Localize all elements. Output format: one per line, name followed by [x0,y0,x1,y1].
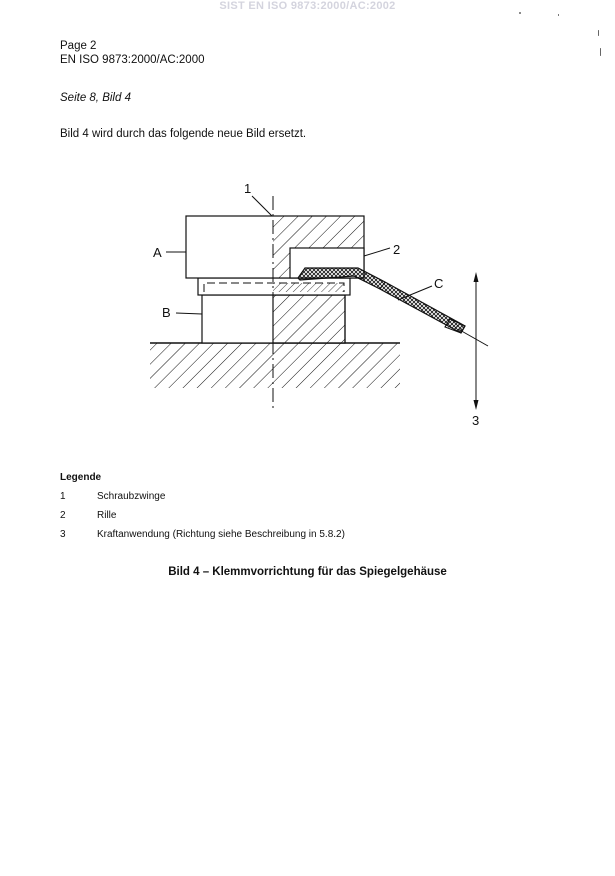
legend-item [60,510,345,529]
watermark: SIST EN ISO 9873:2000/AC:2002 [219,0,396,12]
section-reference: Seite 8, Bild 4 [60,92,131,104]
scan-speck [598,30,599,36]
label-b: B [162,305,171,320]
legend-number: 3 [60,529,66,540]
legend-item [60,529,345,548]
legend-number: 2 [60,510,66,521]
intro-text: Bild 4 wird durch das folgende neue Bild ersetzt. [60,128,307,140]
label-a: A [153,245,162,260]
standard-number: EN ISO 9873:2000/AC:2000 [60,54,205,66]
label-2: 2 [393,242,401,257]
page-header [60,39,205,67]
label-c: C [434,276,444,291]
legend-title: Legende [60,472,102,483]
figure-caption: Bild 4 – Klemmvorrichtung für das Spiegelgehäuse [168,566,447,578]
legend-number: 1 [60,491,66,502]
legend-text: Kraftanwendung (Richtung siehe Beschreibung in 5.8.2) [97,529,345,540]
clamp-figure [140,176,500,436]
scan-speck [519,12,521,14]
label-3: 3 [472,413,480,428]
clamp-diagram [140,176,500,436]
scan-speck [558,14,559,16]
scan-speck [600,48,601,56]
page-number: Page 2 [60,40,97,52]
legend-item [60,491,345,510]
mirror-housing-plate [198,278,350,295]
ground [150,343,400,388]
legend-text: Rille [97,510,117,521]
legend-text: Schraubzwinge [97,491,166,502]
label-1: 1 [244,181,252,196]
legend [60,472,345,548]
force-direction-arrow [458,272,488,410]
